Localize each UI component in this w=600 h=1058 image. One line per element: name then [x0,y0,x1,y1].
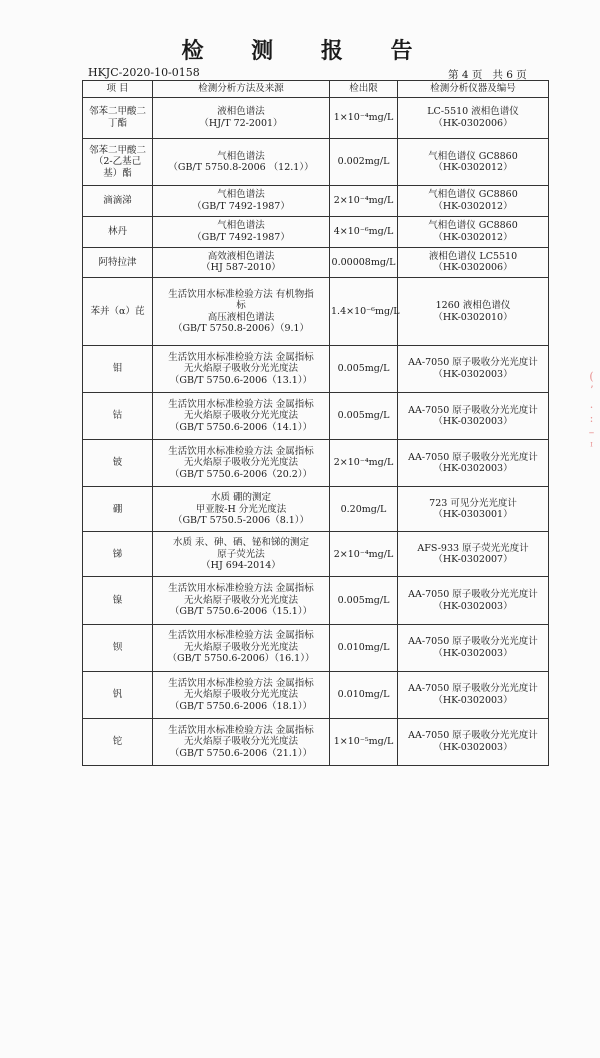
instrument-cell [398,345,549,392]
item-cell-line: 钒 [112,689,123,700]
method-cell-line: （GB/T 5750.6-2006（14.1）） [169,421,313,433]
method-cell-line: （GB/T 5750.8-2006 （12.1）） [168,162,314,174]
item-cell [83,532,153,577]
instrument-cell-line: （HK-0302012） [433,162,513,174]
method-cell-line: 原子荧光法 [217,548,265,560]
item-cell [83,487,153,532]
table-header-row [83,81,549,98]
instrument-cell-line: （HK-0302003） [433,647,513,659]
method-cell [153,138,330,185]
method-cell-line: 生活饮用水标准检验方法 金属指标 [168,724,314,736]
limit-cell: 0.002mg/L [330,138,398,185]
instrument-cell-line: 液相色谱仪 LC5510 [428,250,518,262]
item-cell-line: 林丹 [107,225,127,237]
instrument-cell [398,487,549,532]
method-cell-line: 气相色谱法 [217,189,265,201]
page-title: 检 测 报 告 [181,38,433,64]
instrument-cell-line: （HK-0302003） [433,416,513,428]
item-cell [83,216,153,247]
instrument-cell-line: 723 可见分光光度计 [429,497,517,509]
method-cell-line: 无火焰原子吸收分光光度法 [183,641,298,653]
instrument-cell-line: （HK-0302003） [433,741,513,753]
limit-cell: 2×10⁻⁴mg/L [330,186,398,217]
method-cell-line: 生活饮用水标准检验方法 金属指标 [168,677,314,689]
instrument-cell-line: （HK-0302012） [433,200,513,212]
method-cell [153,532,330,577]
table-row [83,532,549,577]
method-cell [153,440,330,487]
instrument-cell-line: （HK-0302006） [433,262,513,274]
method-cell [153,247,330,278]
method-cell-line: （HJ 694-2014） [201,560,281,572]
method-cell-line: 气相色谱法 [217,220,265,232]
instrument-cell [398,186,549,217]
item-cell [83,247,153,278]
item-cell-line: 镍 [112,594,123,606]
table-row [83,440,549,487]
method-cell [153,393,330,440]
instrument-cell-line: AFS-933 原子荧光光度计 [417,542,529,554]
instrument-cell-line: LC-5510 液相色谱仪 [427,106,519,118]
table-row [83,98,549,139]
column-header-instrument: 检测分析仪器及编号 [398,81,549,98]
limit-cell: 0.005mg/L [330,393,398,440]
method-cell-line: 水质 汞、砷、硒、铋和锑的测定 [172,537,310,549]
item-cell-line: （2-乙基己 [93,156,142,168]
instrument-cell-line: AA-7050 原子吸收分光光度计 [408,404,538,416]
method-cell-line: 无火焰原子吸收分光光度法 [183,457,298,469]
seal-stamp-fragment: ( ʼ . : – ᴵ [588,370,595,453]
method-cell-line: 生活饮用水标准检验方法 金属指标 [168,351,314,363]
table-row [83,577,549,624]
instrument-cell-line: 1260 液相色谱仪 [435,300,511,312]
item-cell [83,577,153,624]
item-cell [83,98,153,139]
item-cell-line: 苯并（α）芘 [90,305,145,317]
instrument-cell [398,624,549,671]
method-cell-line: 生活饮用水标准检验方法 有机物指 [168,288,314,300]
table-row [83,487,549,532]
limit-cell: 1×10⁻⁵mg/L [330,718,398,765]
instrument-cell-line: AA-7050 原子吸收分光光度计 [408,683,538,695]
limit-cell: 2×10⁻⁴mg/L [330,440,398,487]
method-cell-line: （GB/T 5750.5-2006（8.1）） [172,515,310,527]
item-cell-line: 基）酯 [103,167,132,179]
item-cell-line: 滴滴涕 [103,195,132,207]
method-cell-line: （GB/T 5750.6-2006（21.1）） [169,747,313,759]
page-current: 第 4 页 [448,69,483,81]
instrument-cell-line: AA-7050 原子吸收分光光度计 [408,589,538,600]
item-cell [83,186,153,217]
method-cell [153,216,330,247]
item-cell-line: 铊 [112,736,123,748]
table-row [83,624,549,671]
instrument-cell-line: （HK-0302012） [433,231,513,243]
method-cell-line: （GB/T 5750.6-2006）（16.1）） [167,653,315,665]
method-cell [153,624,330,671]
item-cell [83,624,153,671]
method-cell [153,718,330,765]
method-cell [153,671,330,718]
method-cell-line: 生活饮用水标准检验方法 金属指标 [168,630,314,642]
method-cell-line: （GB/T 5750.8-2006）（9.1） [172,323,310,335]
item-cell-line: 邻苯二甲酸二 [88,144,146,156]
table-row [83,393,549,440]
limit-cell: 1×10⁻⁴mg/L [330,98,398,139]
item-cell [83,671,153,718]
limit-cell: 0.010mg/L [330,671,398,718]
limit-cell: 0.005mg/L [330,345,398,392]
item-cell-line: 硼 [112,503,123,515]
method-cell [153,577,330,624]
method-cell-line: 水质 硼的测定 [210,492,272,504]
method-cell-line: （GB/T 5750.6-2006（20.2）） [169,468,313,480]
instrument-cell [398,532,549,577]
instrument-cell-line: （HK-0302003） [433,368,513,380]
instrument-cell-line: （HK-0303001） [433,509,513,521]
instrument-cell-line: 气相色谱仪 GC8860 [428,220,518,232]
method-cell-line: 生活饮用水标准检验方法 金属指标 [168,398,314,410]
instrument-cell-line: （HK-0302010） [433,311,513,323]
instrument-cell [398,671,549,718]
item-cell [83,718,153,765]
method-cell-line: 无火焰原子吸收分光光度法 [183,363,298,375]
report-number: HKJC-2020-10-0158 [88,66,200,79]
item-cell [83,345,153,392]
table-row [83,247,549,278]
instrument-cell [398,98,549,139]
table-row [83,216,549,247]
item-cell [83,393,153,440]
method-cell-line: （HJ/T 72-2001） [199,117,283,129]
method-cell-line: 液相色谱法 [217,106,265,118]
instrument-cell-line: AA-7050 原子吸收分光光度计 [408,357,538,369]
item-cell-line: 钡 [112,641,123,653]
method-cell-line: 生活饮用水标准检验方法 金属指标 [168,583,314,595]
table-row [83,671,549,718]
item-cell-line: 锑 [112,548,123,560]
method-cell-line: 高效液相色谱法 [207,250,275,262]
item-cell [83,278,153,346]
method-cell [153,98,330,139]
item-cell-line: 钴 [112,410,123,422]
limit-cell: 2×10⁻⁴mg/L [330,532,398,577]
instrument-cell-line: （HK-0302003） [433,694,513,706]
instrument-cell-line: （HK-0302007） [433,554,513,566]
limit-cell: 0.010mg/L [330,624,398,671]
instrument-cell-line: （HK-0302003） [433,600,513,612]
table-row [83,138,549,185]
results-table [82,80,549,766]
item-cell-line: 铍 [112,457,123,469]
instrument-cell-line: （HK-0302003） [433,463,513,475]
instrument-cell-line: 气相色谱仪 GC8860 [428,189,518,201]
item-cell-line: 邻苯二甲酸二 [88,106,146,118]
table-row [83,718,549,765]
limit-cell: 1.4×10⁻⁶mg/L [330,278,398,346]
table-row [83,278,549,346]
method-cell-line: 无火焰原子吸收分光光度法 [183,594,298,606]
method-cell-line: （GB/T 5750.6-2006（15.1）） [169,606,313,618]
column-header-item: 项 目 [83,81,153,98]
method-cell-line: （GB/T 5750.6-2006（13.1）） [169,374,313,386]
instrument-cell [398,216,549,247]
instrument-cell-line: （HK-0302006） [433,117,513,129]
limit-cell: 0.00008mg/L [330,247,398,278]
column-header-limit: 检出限 [330,81,398,98]
page-total: 共 6 页 [492,69,527,81]
table-row [83,186,549,217]
method-cell-line: 生活饮用水标准检验方法 金属指标 [168,445,314,457]
method-cell [153,186,330,217]
method-cell-line: （GB/T 7492-1987） [192,200,290,212]
limit-cell: 0.20mg/L [330,487,398,532]
item-cell-line: 阿特拉津 [98,256,137,268]
method-cell [153,487,330,532]
item-cell-line: 丁酯 [107,117,127,129]
item-cell [83,440,153,487]
limit-cell: 4×10⁻⁶mg/L [330,216,398,247]
method-cell-line: 甲亚胺-H 分光光度法 [195,503,287,515]
method-cell-line: （HJ 587-2010） [201,262,281,274]
item-cell-line: 钼 [112,363,123,375]
method-cell-line: 标 [236,300,246,312]
instrument-cell-line: AA-7050 原子吸收分光光度计 [408,636,538,648]
instrument-cell [398,393,549,440]
instrument-cell [398,718,549,765]
instrument-cell-line: AA-7050 原子吸收分光光度计 [408,451,538,463]
item-cell [83,138,153,185]
instrument-cell [398,440,549,487]
method-cell-line: 无火焰原子吸收分光光度法 [183,689,298,700]
method-cell-line: （GB/T 5750.6-2006（18.1）） [169,700,313,712]
method-cell-line: （GB/T 7492-1987） [192,231,290,243]
instrument-cell-line: AA-7050 原子吸收分光光度计 [408,730,538,742]
instrument-cell-line: 气相色谱仪 GC8860 [428,150,518,162]
column-header-method: 检测分析方法及来源 [153,81,330,98]
table-row [83,345,549,392]
instrument-cell [398,577,549,624]
method-cell [153,278,330,346]
instrument-cell [398,278,549,346]
method-cell-line: 气相色谱法 [217,150,265,162]
method-cell-line: 高压液相色谱法 [207,311,275,323]
method-cell-line: 无火焰原子吸收分光光度法 [183,736,298,748]
instrument-cell [398,138,549,185]
limit-cell: 0.005mg/L [330,577,398,624]
method-cell-line: 无火焰原子吸收分光光度法 [183,410,298,422]
method-cell [153,345,330,392]
instrument-cell [398,247,549,278]
